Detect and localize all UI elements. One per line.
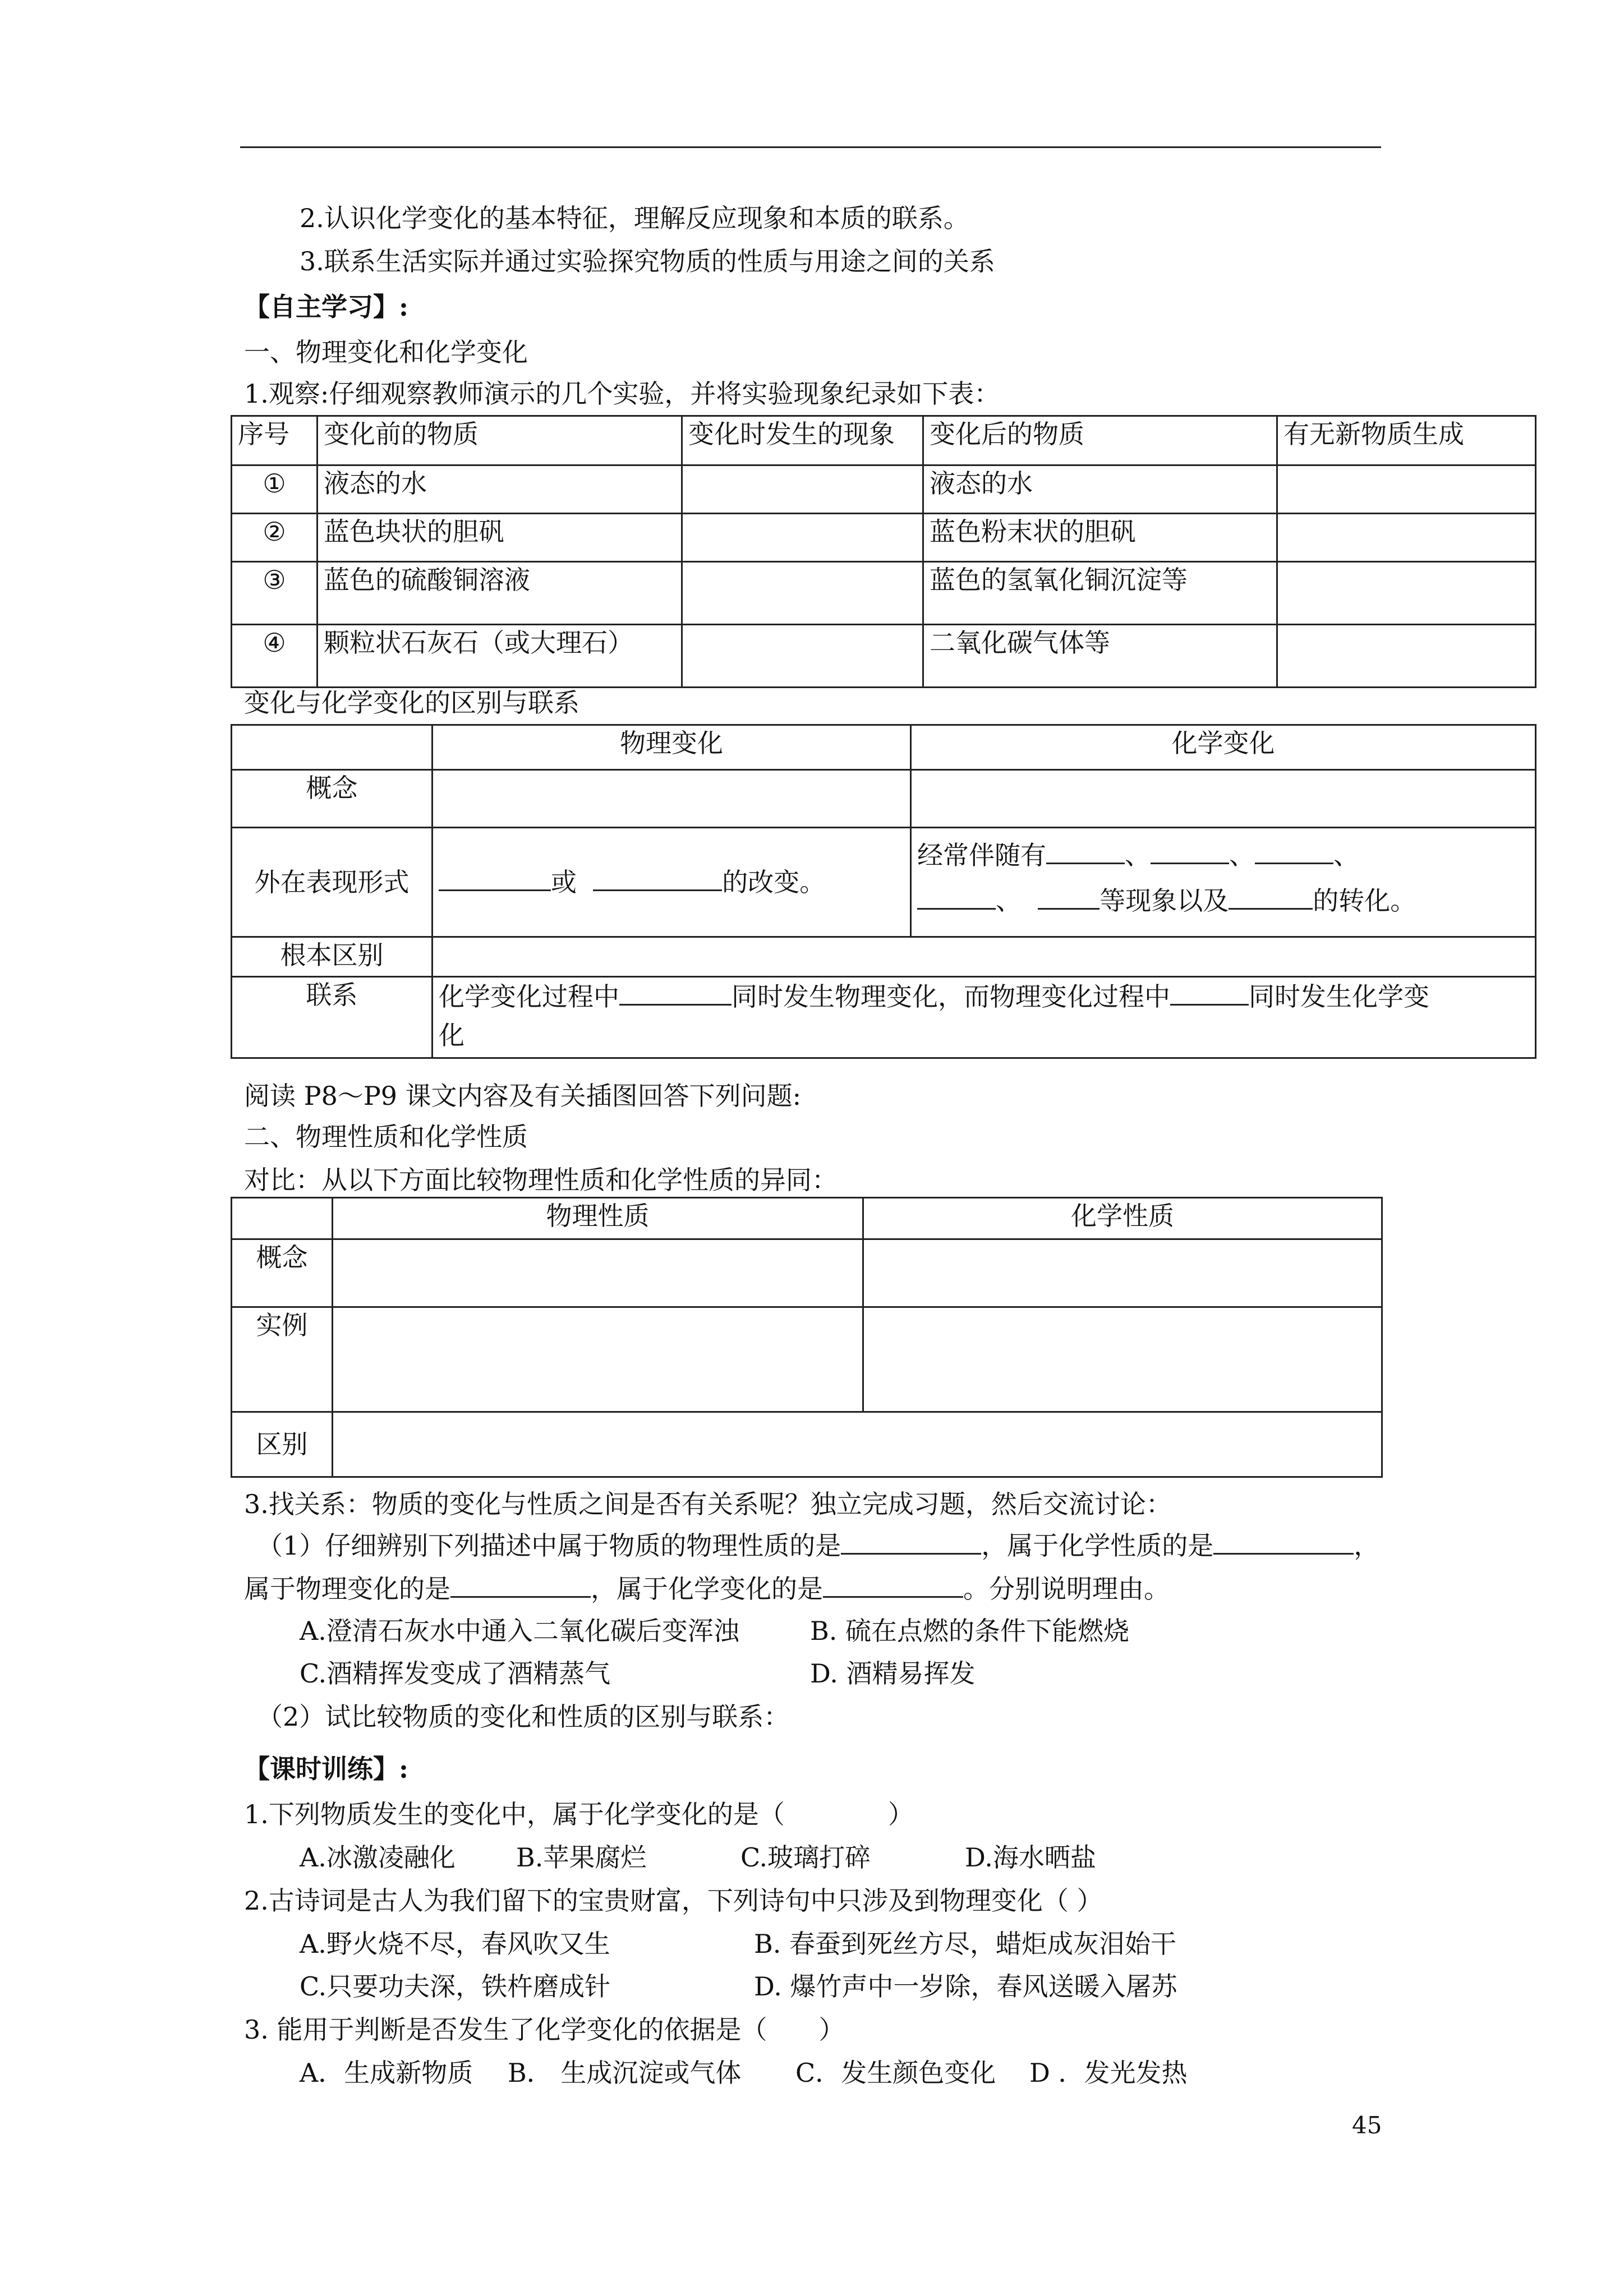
row-concept-label: 概念 [232, 770, 433, 828]
row-link-label: 联系 [232, 977, 433, 1058]
option-b: B. 硫在点燃的条件下能燃烧 [810, 1616, 1130, 1646]
blank-field[interactable] [1038, 887, 1099, 910]
separator: 、 [996, 885, 1022, 916]
physical-form-cell [433, 828, 911, 937]
change-comparison-table [231, 724, 1536, 1059]
section1-title: 一、物理变化和化学变化 [244, 337, 528, 367]
question-1-line2 [244, 1575, 1170, 1602]
q1-text-a: （1）仔细辨别下列描述中属于物质的物理性质的是 [257, 1530, 841, 1561]
chemical-concept-cell[interactable] [863, 1239, 1382, 1307]
blank-field[interactable] [841, 1532, 981, 1555]
option-c: C.酒精挥发变成了酒精蒸气 [300, 1658, 611, 1689]
new-substance-cell[interactable] [1277, 465, 1536, 514]
separator: 、 [1229, 840, 1255, 870]
transform-text: 的转化。 [1313, 885, 1416, 916]
chemical-concept-cell[interactable] [911, 770, 1536, 828]
row-concept-label: 概念 [232, 1239, 333, 1307]
option-d: D. 酒精易挥发 [810, 1658, 976, 1689]
phenomena-text: 等现象以及 [1099, 885, 1229, 916]
root-difference-cell[interactable] [433, 937, 1536, 977]
practice-q2-option-b: B. 春蚕到死丝方尽，蜡炬成灰泪始干 [754, 1929, 1177, 1959]
practice-q1-option-a: A.冰激凌融化 [300, 1842, 456, 1873]
question-2: （2）试比较物质的变化和性质的区别与联系： [257, 1702, 790, 1732]
link-text-d: 化 [439, 1020, 464, 1050]
blank-field[interactable] [619, 983, 732, 1006]
practice-q1-option-d: D.海水晒盐 [965, 1842, 1096, 1873]
row-example-label: 实例 [232, 1307, 333, 1412]
practice-heading: 【课时训练】: [244, 1754, 408, 1784]
phenomenon-cell[interactable] [682, 465, 923, 514]
section2-title: 二、物理性质和化学性质 [244, 1122, 528, 1152]
header-cell: 变化后的物质 [923, 416, 1277, 465]
phenomenon-cell[interactable] [682, 625, 923, 688]
practice-q3-option-b: B． 生成沉淀或气体 [508, 2058, 742, 2088]
option-a: A.澄清石灰水中通入二氧化碳后变浑浊 [300, 1616, 739, 1646]
corner-cell [232, 725, 433, 770]
blank-field[interactable] [1046, 841, 1125, 864]
blank-field[interactable] [1151, 841, 1229, 864]
property-comparison-table [231, 1197, 1383, 1478]
physical-concept-cell[interactable] [433, 770, 911, 828]
self-study-heading: 【自主学习】: [244, 292, 408, 322]
q1-text-d: 属于物理变化的是 [244, 1574, 450, 1604]
objective-2: 2.认识化学变化的基本特征，理解反应现象和本质的联系。 [300, 203, 969, 233]
physical-concept-cell[interactable] [333, 1239, 863, 1307]
before-cell: 蓝色块状的胆矾 [318, 514, 682, 562]
blank-field[interactable] [450, 1575, 591, 1598]
table-row [232, 625, 1536, 688]
before-cell: 颗粒状石灰石（或大理石） [318, 625, 682, 688]
blank-field[interactable] [917, 887, 996, 910]
relation-intro: 3.找关系：物质的变化与性质之间是否有关系呢？独立完成习题，然后交流讨论： [244, 1489, 1172, 1519]
table-row [232, 465, 1536, 514]
row-number: ② [232, 514, 318, 562]
table-row [232, 562, 1536, 625]
practice-q3-option-d: D ．发光发热 [1029, 2058, 1188, 2088]
page-number: 45 [1352, 2111, 1382, 2139]
header-cell: 变化时发生的现象 [682, 416, 923, 465]
blank-field[interactable] [1229, 887, 1313, 910]
row-number: ④ [232, 625, 318, 688]
observation-table [231, 415, 1536, 688]
table-row [232, 514, 1536, 562]
practice-q2-option-a: A.野火烧不尽，春风吹又生 [300, 1929, 610, 1959]
row-root-label: 根本区别 [232, 937, 433, 977]
row-number: ③ [232, 562, 318, 625]
new-substance-cell[interactable] [1277, 514, 1536, 562]
question-1-line1 [257, 1532, 1379, 1559]
link-text-a: 化学变化过程中 [439, 981, 619, 1012]
observe-intro: 1.观察:仔细观察教师演示的几个实验，并将实验现象纪录如下表： [244, 379, 1000, 409]
link-text-c: 同时发生化学变 [1249, 981, 1429, 1012]
q1-text-f: 。分别说明理由。 [963, 1574, 1170, 1604]
practice-q2-option-d: D. 爆竹声中一岁除，春风送暖入屠苏 [754, 1971, 1177, 2002]
header-rule [240, 146, 1381, 148]
q1-text-c: ， [1354, 1530, 1380, 1561]
form-tail-text: 的改变。 [722, 866, 826, 897]
before-cell: 蓝色的硫酸铜溶液 [318, 562, 682, 625]
practice-q3-option-c: C．发生颜色变化 [795, 2058, 996, 2088]
table-header-row [232, 416, 1536, 465]
blank-field[interactable] [1255, 841, 1333, 864]
blank-field[interactable] [1213, 1532, 1354, 1555]
or-text: 或 [551, 866, 577, 897]
after-cell: 蓝色的氢氧化铜沉淀等 [923, 562, 1277, 625]
physical-example-cell[interactable] [333, 1307, 863, 1412]
contrast-intro: 对比：从以下方面比较物理性质和化学性质的异同： [244, 1165, 838, 1195]
practice-q1-option-b: B.苹果腐烂 [516, 1842, 647, 1873]
separator: 、 [1125, 840, 1151, 870]
practice-q3-option-a: A．生成新物质 [300, 2058, 473, 2088]
practice-question-1: 1.下列物质发生的变化中，属于化学变化的是（ ） [244, 1799, 914, 1829]
blank-field[interactable] [1170, 983, 1249, 1006]
header-cell: 变化前的物质 [318, 416, 682, 465]
compare-title: 变化与化学变化的区别与联系 [244, 688, 579, 718]
row-form-label: 外在表现形式 [232, 828, 433, 937]
chemical-form-cell [911, 828, 1536, 937]
objective-3: 3.联系生活实际并通过实验探究物质的性质与用途之间的关系 [300, 246, 995, 276]
practice-question-3: 3. 能用于判断是否发生了化学变化的依据是（ ） [244, 2014, 845, 2045]
q1-text-b: ，属于化学性质的是 [981, 1530, 1214, 1561]
header-cell: 有无新物质生成 [1277, 416, 1536, 465]
practice-q2-option-c: C.只要功夫深，铁杵磨成针 [300, 1971, 611, 2002]
separator: 、 [1333, 840, 1359, 870]
blank-field[interactable] [823, 1575, 963, 1598]
read-prompt: 阅读 P8～P9 课文内容及有关插图回答下列问题: [244, 1081, 802, 1111]
after-cell: 蓝色粉末状的胆矾 [923, 514, 1277, 562]
chemical-example-cell[interactable] [863, 1307, 1382, 1412]
phenomenon-cell[interactable] [682, 514, 923, 562]
row-difference-label: 区别 [232, 1412, 333, 1477]
column-chemical-change: 化学变化 [911, 725, 1536, 770]
blank-field[interactable] [593, 868, 722, 891]
before-cell: 液态的水 [318, 465, 682, 514]
column-physical-change: 物理变化 [433, 725, 911, 770]
phenomenon-cell[interactable] [682, 562, 923, 625]
link-cell [433, 977, 1536, 1058]
column-chemical-property: 化学性质 [863, 1198, 1382, 1239]
corner-cell [232, 1198, 333, 1239]
new-substance-cell[interactable] [1277, 562, 1536, 625]
after-cell: 液态的水 [923, 465, 1277, 514]
accompany-text: 经常伴随有 [917, 840, 1046, 870]
q1-text-e: ，属于化学变化的是 [591, 1574, 823, 1604]
header-cell: 序号 [232, 416, 318, 465]
difference-cell[interactable] [333, 1412, 1382, 1477]
row-number: ① [232, 465, 318, 514]
practice-question-2: 2.古诗词是古人为我们留下的宝贵财富，下列诗句中只涉及到物理变化（ ） [244, 1885, 1103, 1916]
blank-field[interactable] [439, 868, 551, 891]
new-substance-cell[interactable] [1277, 625, 1536, 688]
practice-q1-option-c: C.玻璃打碎 [740, 1842, 871, 1873]
after-cell: 二氧化碳气体等 [923, 625, 1277, 688]
link-text-b: 同时发生物理变化，而物理变化过程中 [732, 981, 1170, 1012]
column-physical-property: 物理性质 [333, 1198, 863, 1239]
